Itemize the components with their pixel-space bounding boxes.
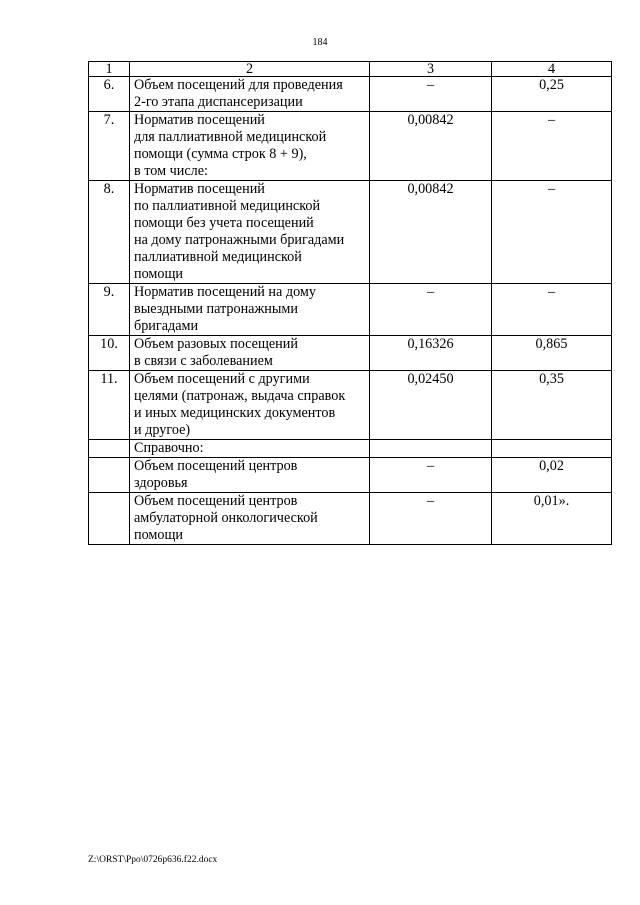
description-line: и другое) <box>134 422 191 438</box>
header-col-1: 1 <box>89 62 130 77</box>
row-number: 11. <box>89 371 130 440</box>
description-line: в том числе: <box>134 163 208 179</box>
description-line: помощи <box>134 266 184 282</box>
page-number: 184 <box>312 37 328 48</box>
row-description <box>130 371 370 440</box>
data-table <box>88 61 612 545</box>
table-row <box>89 284 612 336</box>
row-value-col-4: 0,01». <box>492 493 612 545</box>
table-row <box>89 371 612 440</box>
description-line: Справочно: <box>134 440 204 456</box>
row-number: 9. <box>89 284 130 336</box>
row-value-col-3: 0,00842 <box>370 181 492 284</box>
row-value-col-3: – <box>370 284 492 336</box>
row-value-col-3 <box>370 440 492 458</box>
description-line: 2-го этапа диспансеризации <box>134 94 303 110</box>
table-row <box>89 458 612 493</box>
description-line: помощи (сумма строк 8 + 9), <box>134 146 307 162</box>
description-line: паллиативной медицинской <box>134 249 302 265</box>
row-value-col-4: 0,865 <box>492 336 612 371</box>
row-value-col-3: – <box>370 77 492 112</box>
row-value-col-4: 0,35 <box>492 371 612 440</box>
row-description <box>130 77 370 112</box>
row-description <box>130 112 370 181</box>
row-description <box>130 458 370 493</box>
table-header-row <box>89 62 612 77</box>
row-value-col-3: – <box>370 493 492 545</box>
description-line: Объем разовых посещений <box>134 336 298 352</box>
row-number <box>89 458 130 493</box>
header-col-3: 3 <box>370 62 492 77</box>
description-line: целями (патронаж, выдача справок <box>134 388 346 404</box>
description-line: Объем посещений с другими <box>134 371 310 387</box>
description-line: Объем посещений центров <box>134 493 298 509</box>
row-value-col-4: – <box>492 284 612 336</box>
row-number: 7. <box>89 112 130 181</box>
description-line: здоровья <box>134 475 188 491</box>
description-line: Норматив посещений <box>134 181 265 197</box>
table-row <box>89 77 612 112</box>
table-row <box>89 336 612 371</box>
description-line: помощи <box>134 527 184 543</box>
row-value-col-3: 0,00842 <box>370 112 492 181</box>
table-body <box>89 62 612 545</box>
row-value-col-3: 0,16326 <box>370 336 492 371</box>
description-line: для паллиативной медицинской <box>134 129 327 145</box>
row-description <box>130 493 370 545</box>
header-col-2: 2 <box>130 62 370 77</box>
description-line: амбулаторной онкологической <box>134 510 318 526</box>
description-line: в связи с заболеванием <box>134 353 273 369</box>
description-line: Норматив посещений на дому <box>134 284 316 300</box>
file-path-footer: Z:\ORST\Ppo\0726p636.f22.docx <box>88 855 218 865</box>
description-line: на дому патронажными бригадами <box>134 232 345 248</box>
row-number: 6. <box>89 77 130 112</box>
row-value-col-4 <box>492 440 612 458</box>
row-value-col-3: 0,02450 <box>370 371 492 440</box>
table-row <box>89 112 612 181</box>
row-description <box>130 336 370 371</box>
description-line: Объем посещений центров <box>134 458 298 474</box>
table-row <box>89 181 612 284</box>
description-line: бригадами <box>134 318 199 334</box>
row-number: 8. <box>89 181 130 284</box>
row-value-col-4: 0,25 <box>492 77 612 112</box>
row-description <box>130 284 370 336</box>
description-line: и иных медицинских документов <box>134 405 336 421</box>
description-line: Объем посещений для проведения <box>134 77 343 93</box>
row-value-col-4: – <box>492 112 612 181</box>
row-number <box>89 440 130 458</box>
description-line: выездными патронажными <box>134 301 298 317</box>
row-description <box>130 181 370 284</box>
table-row <box>89 493 612 545</box>
row-value-col-4: 0,02 <box>492 458 612 493</box>
row-number: 10. <box>89 336 130 371</box>
header-col-4: 4 <box>492 62 612 77</box>
description-line: по паллиативной медицинской <box>134 198 321 214</box>
row-description <box>130 440 370 458</box>
description-line: Норматив посещений <box>134 112 265 128</box>
row-value-col-4: – <box>492 181 612 284</box>
table-row <box>89 440 612 458</box>
row-number <box>89 493 130 545</box>
row-value-col-3: – <box>370 458 492 493</box>
description-line: помощи без учета посещений <box>134 215 314 231</box>
